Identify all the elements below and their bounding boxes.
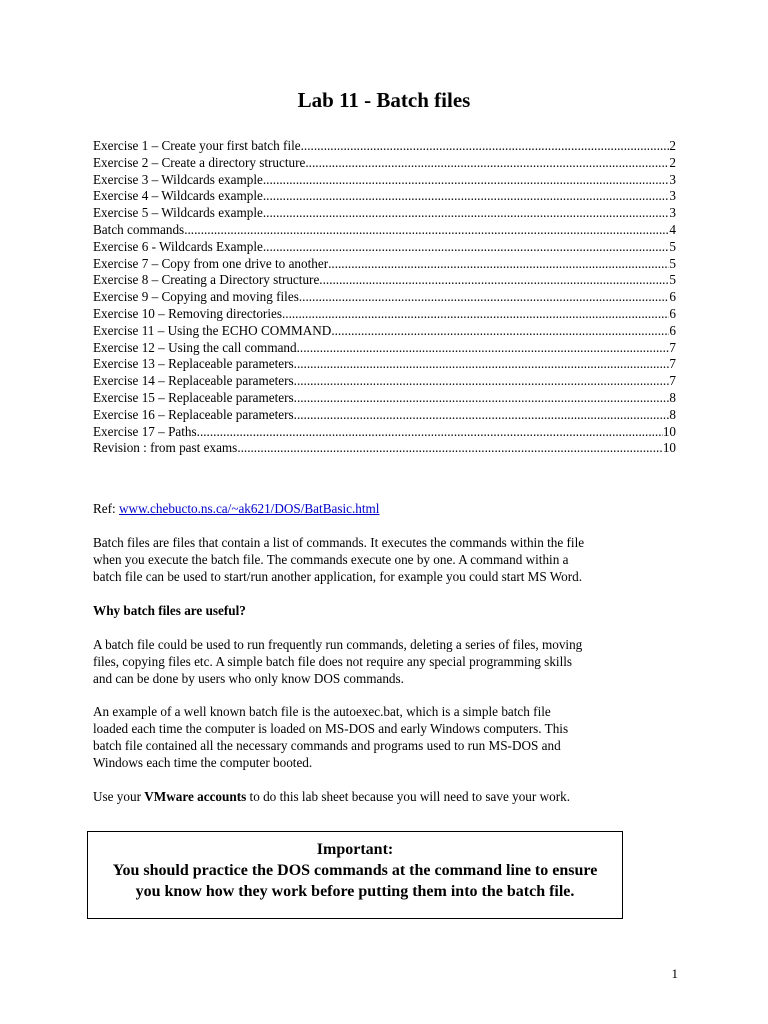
toc-entry[interactable] <box>93 272 676 289</box>
toc-entry[interactable] <box>93 424 676 441</box>
toc-dot-leader <box>263 188 670 205</box>
toc-entry[interactable] <box>93 373 676 390</box>
why-heading: Why batch files are useful? <box>93 603 246 618</box>
toc-dot-leader <box>331 323 669 340</box>
toc-entry[interactable] <box>93 289 676 306</box>
toc-entry-page: 6 <box>669 305 676 321</box>
intro-line: when you execute the batch file. The commands execute one by one. A command within a <box>93 552 569 567</box>
table-of-contents <box>93 138 676 457</box>
toc-entry[interactable] <box>93 440 676 457</box>
toc-entry-page: 8 <box>669 406 676 422</box>
toc-dot-leader <box>294 373 670 390</box>
reference-line <box>93 500 678 517</box>
document-title: Lab 11 - Batch files <box>297 88 471 112</box>
toc-dot-leader <box>197 424 663 441</box>
toc-entry-label: Exercise 16 – Replaceable parameters <box>93 406 294 422</box>
toc-entry-page: 7 <box>669 339 676 355</box>
ref-label: Ref: <box>93 501 120 516</box>
toc-entry-label: Exercise 11 – Using the ECHO COMMAND <box>93 322 332 338</box>
toc-entry[interactable] <box>93 138 676 155</box>
example-line: Windows each time the computer booted. <box>93 755 313 770</box>
toc-entry-label: Exercise 14 – Replaceable parameters <box>93 373 294 389</box>
toc-dot-leader <box>299 289 670 306</box>
reference-link[interactable]: www.chebucto.ns.ca/~ak621/DOS/BatBasic.html <box>119 501 380 516</box>
toc-entry[interactable] <box>93 256 676 273</box>
toc-entry-label: Exercise 5 – Wildcards example <box>93 205 263 221</box>
toc-entry-label: Exercise 4 – Wildcards example <box>93 188 263 204</box>
important-line: You should practice the DOS commands at the command line to ensure <box>112 862 598 879</box>
why-paragraph <box>93 636 678 687</box>
toc-entry-label: Exercise 2 – Create a directory structure <box>93 154 306 170</box>
toc-entry-label: Exercise 8 – Creating a Directory structure <box>93 272 320 288</box>
toc-entry[interactable] <box>93 172 676 189</box>
toc-entry-page: 3 <box>669 171 676 187</box>
toc-entry[interactable] <box>93 155 676 172</box>
toc-entry-page: 7 <box>669 373 676 389</box>
toc-entry[interactable] <box>93 239 676 256</box>
toc-entry-label: Batch commands <box>93 221 185 237</box>
toc-entry-page: 6 <box>669 289 676 305</box>
intro-line: Batch files are files that contain a list of commands. It executes the commands within the file <box>93 535 585 550</box>
toc-dot-leader <box>301 138 670 155</box>
why-line: and can be done by users who only know DOS commands. <box>93 671 404 686</box>
toc-entry[interactable] <box>93 390 676 407</box>
toc-entry-label: Exercise 1 – Create your first batch file <box>93 138 301 153</box>
toc-entry-label: Exercise 6 - Wildcards Example <box>93 238 263 254</box>
toc-entry-page: 5 <box>669 272 676 288</box>
toc-entry-label: Exercise 15 – Replaceable parameters <box>93 389 294 405</box>
toc-dot-leader <box>294 407 670 424</box>
toc-entry[interactable] <box>93 407 676 424</box>
important-heading: Important: <box>316 841 394 858</box>
toc-entry-page: 5 <box>669 255 676 271</box>
toc-entry[interactable] <box>93 323 676 340</box>
toc-entry-label: Exercise 3 – Wildcards example <box>93 171 263 187</box>
toc-entry[interactable] <box>93 222 676 239</box>
toc-entry-page: 5 <box>669 238 676 254</box>
toc-dot-leader <box>263 172 670 189</box>
toc-entry-page: 8 <box>669 389 676 405</box>
toc-entry[interactable] <box>93 188 676 205</box>
important-notice-box <box>87 831 623 919</box>
toc-entry[interactable] <box>93 356 676 373</box>
toc-dot-leader <box>294 390 670 407</box>
toc-entry-label: Exercise 13 – Replaceable parameters <box>93 356 294 372</box>
toc-dot-leader <box>294 356 670 373</box>
toc-dot-leader <box>319 272 669 289</box>
example-paragraph <box>93 703 678 771</box>
toc-entry[interactable] <box>93 205 676 222</box>
toc-entry-page: 3 <box>669 205 676 221</box>
toc-entry-page: 4 <box>669 221 676 237</box>
toc-entry-label: Revision : from past exams <box>93 440 238 456</box>
why-line: A batch file could be used to run frequently run commands, deleting a series of files, moving <box>93 637 583 652</box>
example-line: An example of a well known batch file is the autoexec.bat, which is a simple batch file <box>93 704 551 719</box>
toc-entry-page: 7 <box>669 356 676 372</box>
toc-entry-page: 3 <box>669 188 676 204</box>
vmware-before: Use your <box>93 789 145 804</box>
toc-entry-page: 2 <box>669 154 676 170</box>
toc-dot-leader <box>184 222 669 239</box>
vmware-accounts: VMware accounts <box>144 789 247 804</box>
vmware-after: to do this lab sheet because you will need to save your work. <box>246 789 570 804</box>
why-line: files, copying files etc. A simple batch file does not require any special programming skills <box>93 654 573 669</box>
intro-line: batch file can be used to start/run another application, for example you could start MS Word. <box>93 569 583 584</box>
toc-dot-leader <box>263 239 670 256</box>
page-number: 1 <box>671 966 678 981</box>
toc-dot-leader <box>297 340 670 357</box>
toc-entry-label: Exercise 10 – Removing directories <box>93 305 282 321</box>
example-line: batch file contained all the necessary commands and programs used to run MS-DOS and <box>93 738 561 753</box>
toc-dot-leader <box>328 256 669 273</box>
toc-entry-page: 6 <box>669 322 676 338</box>
toc-dot-leader <box>237 440 663 457</box>
toc-entry-label: Exercise 9 – Copying and moving files <box>93 289 299 305</box>
toc-entry-page: 10 <box>662 423 676 439</box>
intro-paragraph <box>93 534 678 585</box>
toc-dot-leader <box>282 306 669 323</box>
toc-entry[interactable] <box>93 340 676 357</box>
example-line: loaded each time the computer is loaded on MS-DOS and early Windows computers. This <box>93 721 569 736</box>
toc-dot-leader <box>263 205 670 222</box>
toc-entry-page: 10 <box>662 440 676 456</box>
toc-entry-label: Exercise 7 – Copy from one drive to another <box>93 255 329 271</box>
toc-entry-page: 2 <box>669 138 676 153</box>
toc-entry-label: Exercise 17 – Paths <box>93 423 197 439</box>
toc-entry-label: Exercise 12 – Using the call command <box>93 339 297 355</box>
toc-dot-leader <box>305 155 669 172</box>
toc-entry[interactable] <box>93 306 676 323</box>
important-line: you know how they work before putting them into the batch file. <box>135 883 575 900</box>
vmware-paragraph <box>93 788 678 805</box>
why-heading-block <box>93 602 678 619</box>
